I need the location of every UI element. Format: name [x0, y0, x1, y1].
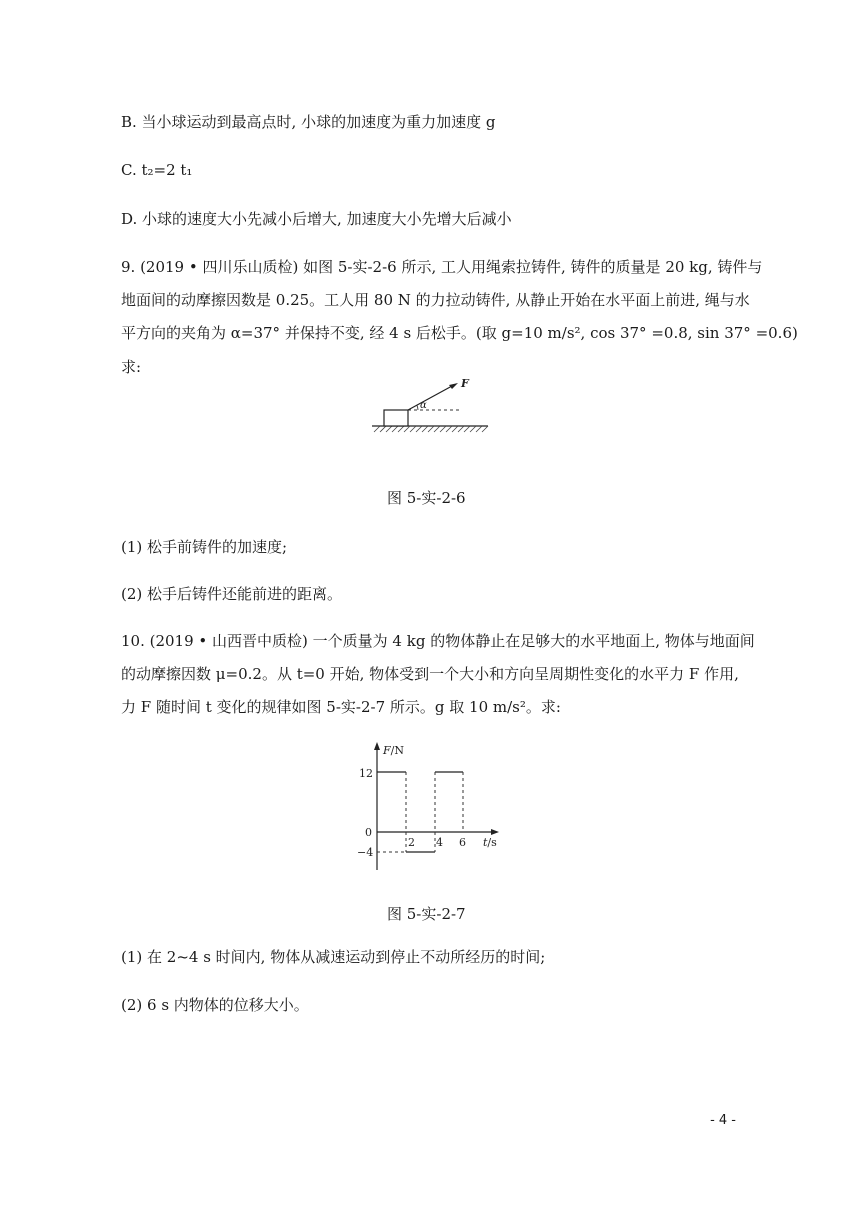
question-9-line-1: 9. (2019 • 四川乐山质检) 如图 5-实-2-6 所示, 工人用绳索拉铸件, 铸件的质量是 20 kg, 铸件与	[121, 258, 763, 276]
question-9-sub-2: (2) 松手后铸件还能前进的距离。	[121, 585, 343, 603]
x-tick-label-4: 4	[436, 836, 443, 849]
y-tick-label-12: 12	[359, 767, 373, 780]
angle-arc	[417, 405, 418, 410]
question-10-sub-2: (2) 6 s 内物体的位移大小。	[121, 996, 309, 1014]
option-b: B. 当小球运动到最高点时, 小球的加速度为重力加速度 g	[121, 113, 496, 131]
question-9-line-4: 求:	[121, 358, 142, 376]
force-label: F	[461, 377, 469, 390]
y-axis-label: F/N	[383, 744, 404, 757]
force-arrow-head	[449, 383, 458, 389]
origin-label: 0	[365, 826, 372, 839]
x-tick-label-2: 2	[408, 836, 415, 849]
figure-caption-2-7: 图 5-实-2-7	[387, 905, 466, 923]
y-tick-label-neg4: −4	[357, 846, 374, 859]
dashed-guides	[377, 772, 463, 852]
x-axis-label: t/s	[483, 836, 497, 849]
casting-block	[384, 410, 408, 426]
option-c: C. t₂=2 t₁	[121, 161, 193, 179]
page-number: - 4 -	[710, 1113, 736, 1128]
question-10-line-2: 的动摩擦因数 μ=0.2。从 t=0 开始, 物体受到一个大小和方向呈周期性变化的水平力 F 作用,	[121, 665, 739, 683]
figure-caption-2-6: 图 5-实-2-6	[387, 489, 466, 507]
x-axis-arrow	[491, 829, 499, 835]
option-d: D. 小球的速度大小先减小后增大, 加速度大小先增大后减小	[121, 210, 512, 228]
question-9-line-3: 平方向的夹角为 α=37° 并保持不变, 经 4 s 后松手。(取 g=10 m/s², cos 37° =0.8, sin 37° =0.6)	[121, 324, 798, 342]
y-axis-arrow	[374, 742, 380, 750]
force-series	[377, 772, 463, 852]
question-10-sub-1: (1) 在 2~4 s 时间内, 物体从减速运动到停止不动所经历的时间;	[121, 948, 546, 966]
ground-hatching	[374, 426, 488, 432]
angle-alpha-label: α	[420, 400, 427, 411]
question-9-line-2: 地面间的动摩擦因数是 0.25。工人用 80 N 的力拉动铸件, 从静止开始在水平面上前进, 绳与水	[121, 291, 750, 309]
figure-force-time-graph	[355, 738, 515, 878]
question-10-line-1: 10. (2019 • 山西晋中质检) 一个质量为 4 kg 的物体静止在足够大的水平地面上, 物体与地面间	[121, 632, 755, 650]
question-9-sub-1: (1) 松手前铸件的加速度;	[121, 538, 288, 556]
question-10-line-3: 力 F 随时间 t 变化的规律如图 5-实-2-7 所示。g 取 10 m/s²。求:	[121, 698, 561, 716]
figure-casting-rope	[366, 377, 496, 460]
x-tick-label-6: 6	[459, 836, 466, 849]
rope-force-line	[408, 386, 452, 410]
